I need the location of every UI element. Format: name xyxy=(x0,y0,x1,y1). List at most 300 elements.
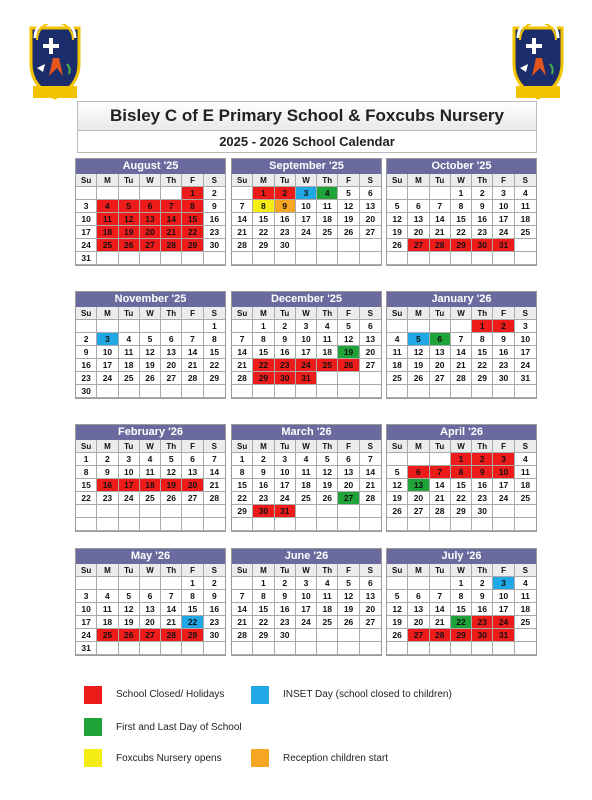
day-cell: 14 xyxy=(204,466,225,479)
week-row xyxy=(232,385,381,398)
day-cell: 30 xyxy=(275,372,296,385)
day-cell: 19 xyxy=(119,616,140,629)
day-cell: 27 xyxy=(140,239,161,252)
legend-swatch-yellow xyxy=(84,749,102,767)
week-row xyxy=(232,359,381,372)
day-cell: 28 xyxy=(430,629,451,642)
day-cell: 19 xyxy=(140,359,161,372)
day-cell: 5 xyxy=(317,453,338,466)
day-cell: 1 xyxy=(182,187,203,200)
week-row xyxy=(387,629,536,642)
weekday-label: Tu xyxy=(119,440,140,453)
day-cell: 6 xyxy=(408,466,429,479)
weekday-label: F xyxy=(182,307,203,320)
day-cell: 1 xyxy=(253,577,274,590)
day-cell: 2 xyxy=(97,453,118,466)
day-cell xyxy=(76,505,97,518)
day-cell: 3 xyxy=(493,577,514,590)
month-calendar xyxy=(231,548,382,656)
month-calendar xyxy=(75,291,226,399)
month-calendar xyxy=(386,158,537,266)
day-cell: 23 xyxy=(275,616,296,629)
weekday-label: F xyxy=(182,174,203,187)
day-cell xyxy=(296,629,317,642)
day-cell: 15 xyxy=(472,346,493,359)
day-cell: 24 xyxy=(97,372,118,385)
day-cell: 24 xyxy=(76,239,97,252)
week-row xyxy=(387,346,536,359)
day-cell xyxy=(204,385,225,398)
weekday-header xyxy=(76,440,225,453)
day-cell: 19 xyxy=(408,359,429,372)
day-cell: 9 xyxy=(275,200,296,213)
day-cell: 3 xyxy=(97,333,118,346)
weekday-label: W xyxy=(296,174,317,187)
day-cell: 24 xyxy=(275,492,296,505)
day-cell: 21 xyxy=(430,226,451,239)
day-cell: 5 xyxy=(119,590,140,603)
weekday-header xyxy=(387,174,536,187)
day-cell: 9 xyxy=(493,333,514,346)
day-cell: 28 xyxy=(232,239,253,252)
day-cell: 31 xyxy=(76,252,97,265)
day-cell: 17 xyxy=(493,479,514,492)
week-row xyxy=(76,616,225,629)
weekday-label: F xyxy=(338,174,359,187)
month-calendar xyxy=(231,291,382,399)
day-cell: 24 xyxy=(515,359,536,372)
day-cell xyxy=(97,505,118,518)
day-cell: 25 xyxy=(515,616,536,629)
day-cell: 4 xyxy=(140,453,161,466)
day-cell xyxy=(338,642,359,655)
weekday-header xyxy=(387,564,536,577)
day-cell xyxy=(387,577,408,590)
day-cell: 27 xyxy=(140,629,161,642)
week-row xyxy=(232,603,381,616)
day-cell: 22 xyxy=(472,359,493,372)
day-cell: 20 xyxy=(408,616,429,629)
weekday-label: Th xyxy=(317,440,338,453)
day-cell: 29 xyxy=(253,629,274,642)
day-cell: 27 xyxy=(182,492,203,505)
day-cell xyxy=(204,642,225,655)
day-cell: 26 xyxy=(338,226,359,239)
day-cell: 6 xyxy=(140,590,161,603)
day-cell xyxy=(204,518,225,531)
weekday-label: W xyxy=(451,174,472,187)
week-row xyxy=(232,518,381,531)
page-title: Bisley C of E Primary School & Foxcubs Nursery xyxy=(78,102,536,131)
day-cell: 8 xyxy=(182,590,203,603)
week-row xyxy=(76,372,225,385)
day-cell xyxy=(76,577,97,590)
month-name: February '26 xyxy=(76,425,225,440)
day-cell xyxy=(161,320,182,333)
day-cell: 25 xyxy=(119,372,140,385)
day-cell: 13 xyxy=(338,466,359,479)
weekday-label: S xyxy=(360,564,381,577)
weekday-label: F xyxy=(338,564,359,577)
weekday-header xyxy=(232,440,381,453)
day-cell xyxy=(360,385,381,398)
weekday-label: W xyxy=(451,564,472,577)
day-cell: 22 xyxy=(451,492,472,505)
day-cell: 9 xyxy=(472,200,493,213)
day-cell xyxy=(204,505,225,518)
weekday-label: W xyxy=(296,307,317,320)
day-cell: 16 xyxy=(204,603,225,616)
day-cell: 29 xyxy=(451,629,472,642)
day-cell: 4 xyxy=(515,187,536,200)
day-cell xyxy=(387,385,408,398)
day-cell: 16 xyxy=(472,213,493,226)
legend-swatch-green xyxy=(84,718,102,736)
day-cell xyxy=(232,320,253,333)
day-cell: 29 xyxy=(451,505,472,518)
day-cell xyxy=(296,505,317,518)
day-cell xyxy=(97,642,118,655)
day-cell xyxy=(119,518,140,531)
day-cell: 1 xyxy=(76,453,97,466)
day-cell: 21 xyxy=(204,479,225,492)
day-cell: 19 xyxy=(387,226,408,239)
day-cell: 29 xyxy=(182,629,203,642)
week-row xyxy=(387,252,536,265)
weekday-label: Th xyxy=(161,307,182,320)
day-cell: 6 xyxy=(140,200,161,213)
weekday-header xyxy=(232,564,381,577)
day-cell: 30 xyxy=(204,239,225,252)
week-row xyxy=(232,239,381,252)
day-cell xyxy=(97,385,118,398)
day-cell xyxy=(360,518,381,531)
day-cell: 10 xyxy=(97,346,118,359)
day-cell: 4 xyxy=(515,453,536,466)
day-cell: 15 xyxy=(253,346,274,359)
day-cell xyxy=(430,187,451,200)
day-cell xyxy=(204,252,225,265)
day-cell: 1 xyxy=(451,453,472,466)
weekday-label: S xyxy=(360,174,381,187)
weekday-label: S xyxy=(515,564,536,577)
day-cell: 28 xyxy=(232,629,253,642)
day-cell: 29 xyxy=(182,239,203,252)
day-cell: 29 xyxy=(451,239,472,252)
weekday-label: Su xyxy=(76,440,97,453)
day-cell: 5 xyxy=(387,590,408,603)
week-row xyxy=(232,252,381,265)
day-cell xyxy=(317,505,338,518)
day-cell xyxy=(232,385,253,398)
day-cell: 26 xyxy=(140,372,161,385)
day-cell: 25 xyxy=(97,239,118,252)
day-cell xyxy=(387,320,408,333)
day-cell: 23 xyxy=(97,492,118,505)
day-cell: 20 xyxy=(182,479,203,492)
weekday-label: W xyxy=(140,564,161,577)
weekday-label: F xyxy=(182,564,203,577)
week-row xyxy=(232,320,381,333)
day-cell: 4 xyxy=(97,200,118,213)
weekday-label: Su xyxy=(232,440,253,453)
day-cell: 27 xyxy=(408,629,429,642)
day-cell xyxy=(140,187,161,200)
day-cell xyxy=(430,252,451,265)
week-row xyxy=(76,453,225,466)
day-cell: 1 xyxy=(472,320,493,333)
week-row xyxy=(232,590,381,603)
day-cell: 8 xyxy=(451,200,472,213)
day-cell xyxy=(338,252,359,265)
day-cell xyxy=(472,518,493,531)
weekday-label: Th xyxy=(472,174,493,187)
day-cell: 12 xyxy=(408,346,429,359)
day-cell: 17 xyxy=(296,213,317,226)
day-cell xyxy=(119,505,140,518)
day-cell: 4 xyxy=(515,577,536,590)
day-cell: 11 xyxy=(97,213,118,226)
weekday-header xyxy=(232,307,381,320)
day-cell: 9 xyxy=(76,346,97,359)
day-cell xyxy=(408,320,429,333)
day-cell: 21 xyxy=(430,492,451,505)
day-cell xyxy=(360,642,381,655)
day-cell xyxy=(97,252,118,265)
day-cell: 26 xyxy=(338,359,359,372)
weekday-label: Tu xyxy=(275,440,296,453)
weekday-label: M xyxy=(97,440,118,453)
day-cell: 11 xyxy=(317,333,338,346)
week-row xyxy=(232,577,381,590)
day-cell: 11 xyxy=(387,346,408,359)
day-cell xyxy=(408,577,429,590)
day-cell: 7 xyxy=(451,333,472,346)
weekday-label: Su xyxy=(76,564,97,577)
weekday-label: S xyxy=(360,307,381,320)
week-row xyxy=(232,453,381,466)
day-cell: 20 xyxy=(140,616,161,629)
day-cell xyxy=(430,577,451,590)
week-row xyxy=(232,187,381,200)
day-cell xyxy=(232,252,253,265)
day-cell: 11 xyxy=(515,200,536,213)
day-cell xyxy=(119,320,140,333)
day-cell: 20 xyxy=(408,226,429,239)
day-cell: 23 xyxy=(204,616,225,629)
week-row xyxy=(387,226,536,239)
day-cell: 10 xyxy=(275,466,296,479)
day-cell xyxy=(515,239,536,252)
weekday-label: Th xyxy=(317,174,338,187)
day-cell: 25 xyxy=(317,226,338,239)
day-cell: 14 xyxy=(430,213,451,226)
day-cell: 18 xyxy=(515,603,536,616)
day-cell: 28 xyxy=(161,629,182,642)
day-cell: 27 xyxy=(408,505,429,518)
week-row xyxy=(76,505,225,518)
day-cell: 26 xyxy=(338,616,359,629)
weekday-label: Tu xyxy=(430,564,451,577)
day-cell: 25 xyxy=(296,492,317,505)
day-cell xyxy=(275,252,296,265)
day-cell xyxy=(338,629,359,642)
week-row xyxy=(232,505,381,518)
day-cell: 24 xyxy=(119,492,140,505)
weekday-label: Th xyxy=(161,440,182,453)
day-cell: 10 xyxy=(493,466,514,479)
month-name: January '26 xyxy=(387,292,536,307)
day-cell: 21 xyxy=(430,616,451,629)
day-cell: 7 xyxy=(232,590,253,603)
day-cell: 8 xyxy=(253,333,274,346)
day-cell: 27 xyxy=(408,239,429,252)
weekday-header xyxy=(387,307,536,320)
week-row xyxy=(387,187,536,200)
week-row xyxy=(232,492,381,505)
day-cell xyxy=(387,453,408,466)
day-cell: 16 xyxy=(204,213,225,226)
weekday-label: S xyxy=(204,440,225,453)
day-cell: 9 xyxy=(97,466,118,479)
day-cell: 13 xyxy=(360,333,381,346)
day-cell xyxy=(317,385,338,398)
weekday-label: F xyxy=(182,440,203,453)
day-cell xyxy=(182,320,203,333)
day-cell: 12 xyxy=(338,200,359,213)
day-cell: 3 xyxy=(493,187,514,200)
day-cell: 21 xyxy=(182,359,203,372)
day-cell: 5 xyxy=(408,333,429,346)
week-row xyxy=(76,603,225,616)
day-cell: 10 xyxy=(493,590,514,603)
weekday-label: W xyxy=(451,440,472,453)
day-cell xyxy=(232,577,253,590)
day-cell xyxy=(161,252,182,265)
weekday-label: W xyxy=(296,440,317,453)
weekday-label: F xyxy=(493,174,514,187)
weekday-label: M xyxy=(253,440,274,453)
day-cell: 15 xyxy=(182,213,203,226)
weekday-label: Tu xyxy=(430,440,451,453)
week-row xyxy=(387,385,536,398)
day-cell: 26 xyxy=(408,372,429,385)
day-cell: 15 xyxy=(182,603,203,616)
day-cell: 20 xyxy=(430,359,451,372)
weekday-label: Su xyxy=(387,307,408,320)
day-cell: 25 xyxy=(317,616,338,629)
day-cell: 14 xyxy=(161,213,182,226)
day-cell: 14 xyxy=(232,346,253,359)
day-cell: 24 xyxy=(296,226,317,239)
day-cell: 11 xyxy=(317,200,338,213)
day-cell: 26 xyxy=(119,239,140,252)
legend-label: School Closed/ Holidays xyxy=(116,689,225,700)
day-cell: 12 xyxy=(387,213,408,226)
day-cell: 16 xyxy=(76,359,97,372)
weekday-label: S xyxy=(515,440,536,453)
day-cell xyxy=(253,518,274,531)
day-cell: 17 xyxy=(97,359,118,372)
day-cell: 3 xyxy=(76,590,97,603)
month-calendar xyxy=(75,548,226,656)
day-cell: 21 xyxy=(451,359,472,372)
day-cell: 16 xyxy=(275,603,296,616)
week-row xyxy=(387,200,536,213)
day-cell: 31 xyxy=(493,629,514,642)
day-cell: 18 xyxy=(317,603,338,616)
week-row xyxy=(76,642,225,655)
month-name: August '25 xyxy=(76,159,225,174)
day-cell: 30 xyxy=(472,239,493,252)
day-cell xyxy=(119,577,140,590)
day-cell: 22 xyxy=(182,226,203,239)
month-name: May '26 xyxy=(76,549,225,564)
day-cell: 26 xyxy=(161,492,182,505)
week-row xyxy=(232,346,381,359)
day-cell: 16 xyxy=(275,346,296,359)
month-name: November '25 xyxy=(76,292,225,307)
day-cell xyxy=(515,629,536,642)
day-cell xyxy=(275,385,296,398)
day-cell: 12 xyxy=(338,333,359,346)
day-cell: 8 xyxy=(204,333,225,346)
day-cell: 16 xyxy=(493,346,514,359)
day-cell: 3 xyxy=(296,577,317,590)
day-cell xyxy=(360,505,381,518)
day-cell: 19 xyxy=(387,616,408,629)
day-cell: 3 xyxy=(493,453,514,466)
day-cell: 17 xyxy=(296,603,317,616)
day-cell: 16 xyxy=(275,213,296,226)
day-cell: 3 xyxy=(119,453,140,466)
weekday-label: M xyxy=(97,174,118,187)
day-cell: 20 xyxy=(360,346,381,359)
day-cell xyxy=(253,385,274,398)
day-cell: 24 xyxy=(296,359,317,372)
day-cell xyxy=(182,642,203,655)
day-cell xyxy=(408,385,429,398)
week-row xyxy=(387,642,536,655)
day-cell: 22 xyxy=(253,616,274,629)
day-cell xyxy=(472,642,493,655)
day-cell: 14 xyxy=(451,346,472,359)
day-cell: 26 xyxy=(387,629,408,642)
day-cell: 31 xyxy=(296,372,317,385)
day-cell xyxy=(515,252,536,265)
weekday-label: Su xyxy=(76,307,97,320)
day-cell: 22 xyxy=(76,492,97,505)
weekday-label: Tu xyxy=(119,564,140,577)
day-cell: 31 xyxy=(275,505,296,518)
day-cell xyxy=(360,239,381,252)
week-row xyxy=(232,372,381,385)
day-cell: 4 xyxy=(119,333,140,346)
day-cell: 17 xyxy=(493,603,514,616)
day-cell: 29 xyxy=(204,372,225,385)
day-cell: 29 xyxy=(472,372,493,385)
day-cell xyxy=(408,518,429,531)
day-cell: 6 xyxy=(360,187,381,200)
day-cell xyxy=(430,642,451,655)
day-cell: 20 xyxy=(338,479,359,492)
day-cell: 7 xyxy=(204,453,225,466)
day-cell: 22 xyxy=(253,226,274,239)
day-cell: 12 xyxy=(119,603,140,616)
weekday-label: Tu xyxy=(119,307,140,320)
day-cell xyxy=(161,385,182,398)
week-row xyxy=(387,577,536,590)
